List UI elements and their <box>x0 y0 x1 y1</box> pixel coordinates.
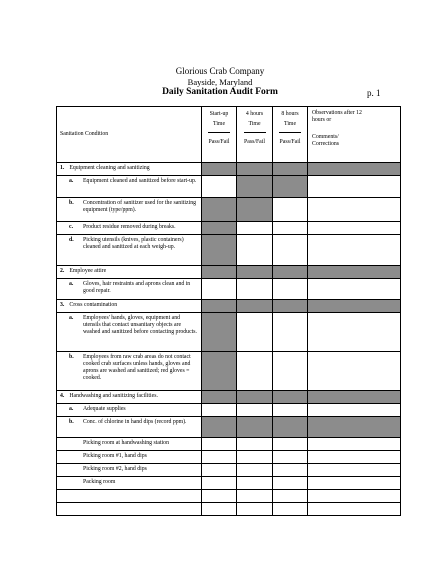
start-up-cell[interactable] <box>202 464 237 477</box>
item-text: Packing room <box>83 479 116 485</box>
item-text: Picking room #2, hand dips <box>83 466 147 472</box>
section-number: 2. <box>60 268 65 274</box>
observations-cell[interactable] <box>308 477 401 490</box>
start-up-column-header: Start-up Time Pass/Fail <box>202 107 237 163</box>
table-row: a. Employees' hands, gloves, equipment and utensils that contact unsanitary objects are washed and sanitized before contacting products. <box>57 313 401 352</box>
observations-cell[interactable] <box>308 352 401 391</box>
company-location: Bayside, Maryland <box>187 77 253 87</box>
four-hours-cell[interactable] <box>237 313 273 352</box>
start-up-cell[interactable] <box>202 477 237 490</box>
table-row: a. Gloves, hair restraints and aprons clean and in good repair. <box>57 279 401 300</box>
eight-hours-cell[interactable] <box>273 464 308 477</box>
section-row <box>57 391 401 404</box>
four-hours-cell[interactable] <box>237 464 273 477</box>
start-up-cell[interactable] <box>202 503 237 516</box>
observations-cell[interactable] <box>308 279 401 300</box>
four-hours-cell[interactable] <box>237 352 273 391</box>
company-name: Glorious Crab Company <box>175 66 265 76</box>
eight-hours-cell[interactable] <box>273 235 308 266</box>
start-up-cell[interactable] <box>202 404 237 417</box>
table-row <box>57 464 401 477</box>
table-row: d. Picking utensils (knives, plastic containers) cleaned and sanitized at each weigh-up. <box>57 235 401 266</box>
table-row <box>57 438 401 451</box>
table-row <box>57 451 401 464</box>
four-hours-cell[interactable] <box>237 438 273 451</box>
eight-hours-cell[interactable] <box>273 490 308 503</box>
section-label: Handwashing and sanitizing facilities. <box>69 393 158 399</box>
start-up-cell[interactable] <box>202 279 237 300</box>
eight-hours-cell[interactable] <box>273 503 308 516</box>
item-text: Gloves, hair restraints and aprons clean and in good repair. <box>83 281 191 294</box>
observations-cell[interactable] <box>308 222 401 235</box>
four-hours-cell[interactable] <box>237 490 273 503</box>
table-row: a. Equipment cleaned and sanitized before start-up. <box>57 176 401 198</box>
table-row <box>57 503 401 516</box>
start-up-cell[interactable] <box>202 438 237 451</box>
table-row: a. Adequate supplies <box>57 404 401 417</box>
item-text: Picking utensils (knives, plastic containers) cleaned and sanitized at each weigh-up. <box>83 237 184 250</box>
page-number: p. 1 <box>367 88 381 98</box>
item-text: Conc. of chlorine in hand dips (record ppm). <box>83 419 187 425</box>
eight-hours-cell[interactable] <box>273 222 308 235</box>
observations-cell[interactable] <box>308 198 401 222</box>
table-row <box>57 477 401 490</box>
four-hours-cell[interactable] <box>237 503 273 516</box>
start-up-cell[interactable] <box>202 451 237 464</box>
eight-hours-cell[interactable] <box>273 198 308 222</box>
section-label: Cross contamination <box>69 302 118 308</box>
form-title: Daily Sanitation Audit Form <box>162 87 278 97</box>
section-label: Employee attire <box>69 268 107 274</box>
table-row <box>57 490 401 503</box>
observations-cell[interactable] <box>308 451 401 464</box>
four-hours-cell[interactable] <box>237 222 273 235</box>
section-number: 1. <box>60 165 65 171</box>
eight-hours-cell[interactable] <box>273 313 308 352</box>
section-number: 4. <box>60 393 65 399</box>
table-header-row <box>57 107 401 163</box>
section-label: Equipment cleaning and sanitizing <box>69 165 150 171</box>
item-text: Employees from raw crab areas do not contact cooked crab surfaces unless hands, gloves and aprons are washed and sanitized; red gloves = cooked. <box>83 354 191 381</box>
four-hours-column-header: 4 hours Time Pass/Fail <box>237 107 273 163</box>
eight-hours-column-header: 8 hours Time Pass/Fail <box>273 107 308 163</box>
sanitation-audit-table <box>56 106 401 516</box>
four-hours-cell[interactable] <box>237 477 273 490</box>
four-hours-cell[interactable] <box>237 451 273 464</box>
observations-cell[interactable] <box>308 404 401 417</box>
table-row: b. Concentration of sanitizer used for the sanitizing equipment (type/ppm). <box>57 198 401 222</box>
eight-hours-cell[interactable] <box>273 279 308 300</box>
item-text: Concentration of sanitizer used for the sanitizing equipment (type/ppm). <box>83 200 197 213</box>
observations-column-header: Observations after 12 hours or Comments/ Corrections <box>308 107 401 163</box>
eight-hours-cell[interactable] <box>273 438 308 451</box>
eight-hours-cell[interactable] <box>273 451 308 464</box>
item-text: Employees' hands, gloves, equipment and utensils that contact unsanitary objects are washed and sanitized before contacting products. <box>83 315 197 335</box>
item-text: Picking room #1, hand dips <box>83 453 147 459</box>
eight-hours-cell[interactable] <box>273 352 308 391</box>
four-hours-cell[interactable] <box>237 235 273 266</box>
observations-cell[interactable] <box>308 235 401 266</box>
item-text: Adequate supplies <box>83 406 126 412</box>
item-text: Product residue removed during breaks. <box>83 224 176 230</box>
table-row: c. Product residue removed during breaks. <box>57 222 401 235</box>
observations-cell[interactable] <box>308 464 401 477</box>
section-number: 3. <box>60 302 65 308</box>
table-row: b. Conc. of chlorine in hand dips (record ppm). <box>57 417 401 438</box>
start-up-cell[interactable] <box>202 490 237 503</box>
observations-cell[interactable] <box>308 490 401 503</box>
observations-cell[interactable] <box>308 503 401 516</box>
table-row: b. Employees from raw crab areas do not contact cooked crab surfaces unless hands, gloves and aprons are washed and sanitized; red gloves = cooked. <box>57 352 401 391</box>
observations-cell[interactable] <box>308 313 401 352</box>
observations-cell[interactable] <box>308 176 401 198</box>
four-hours-cell[interactable] <box>237 279 273 300</box>
start-up-cell[interactable] <box>202 176 237 198</box>
item-text: Equipment cleaned and sanitized before start-up. <box>83 178 197 184</box>
condition-column-header: Sanitation Condition <box>57 107 202 163</box>
section-row <box>57 266 401 279</box>
eight-hours-cell[interactable] <box>273 404 308 417</box>
section-row <box>57 300 401 313</box>
section-row <box>57 163 401 176</box>
observations-cell[interactable] <box>308 438 401 451</box>
item-text: Picking room at handwashing station <box>83 440 169 446</box>
eight-hours-cell[interactable] <box>273 477 308 490</box>
four-hours-cell[interactable] <box>237 404 273 417</box>
